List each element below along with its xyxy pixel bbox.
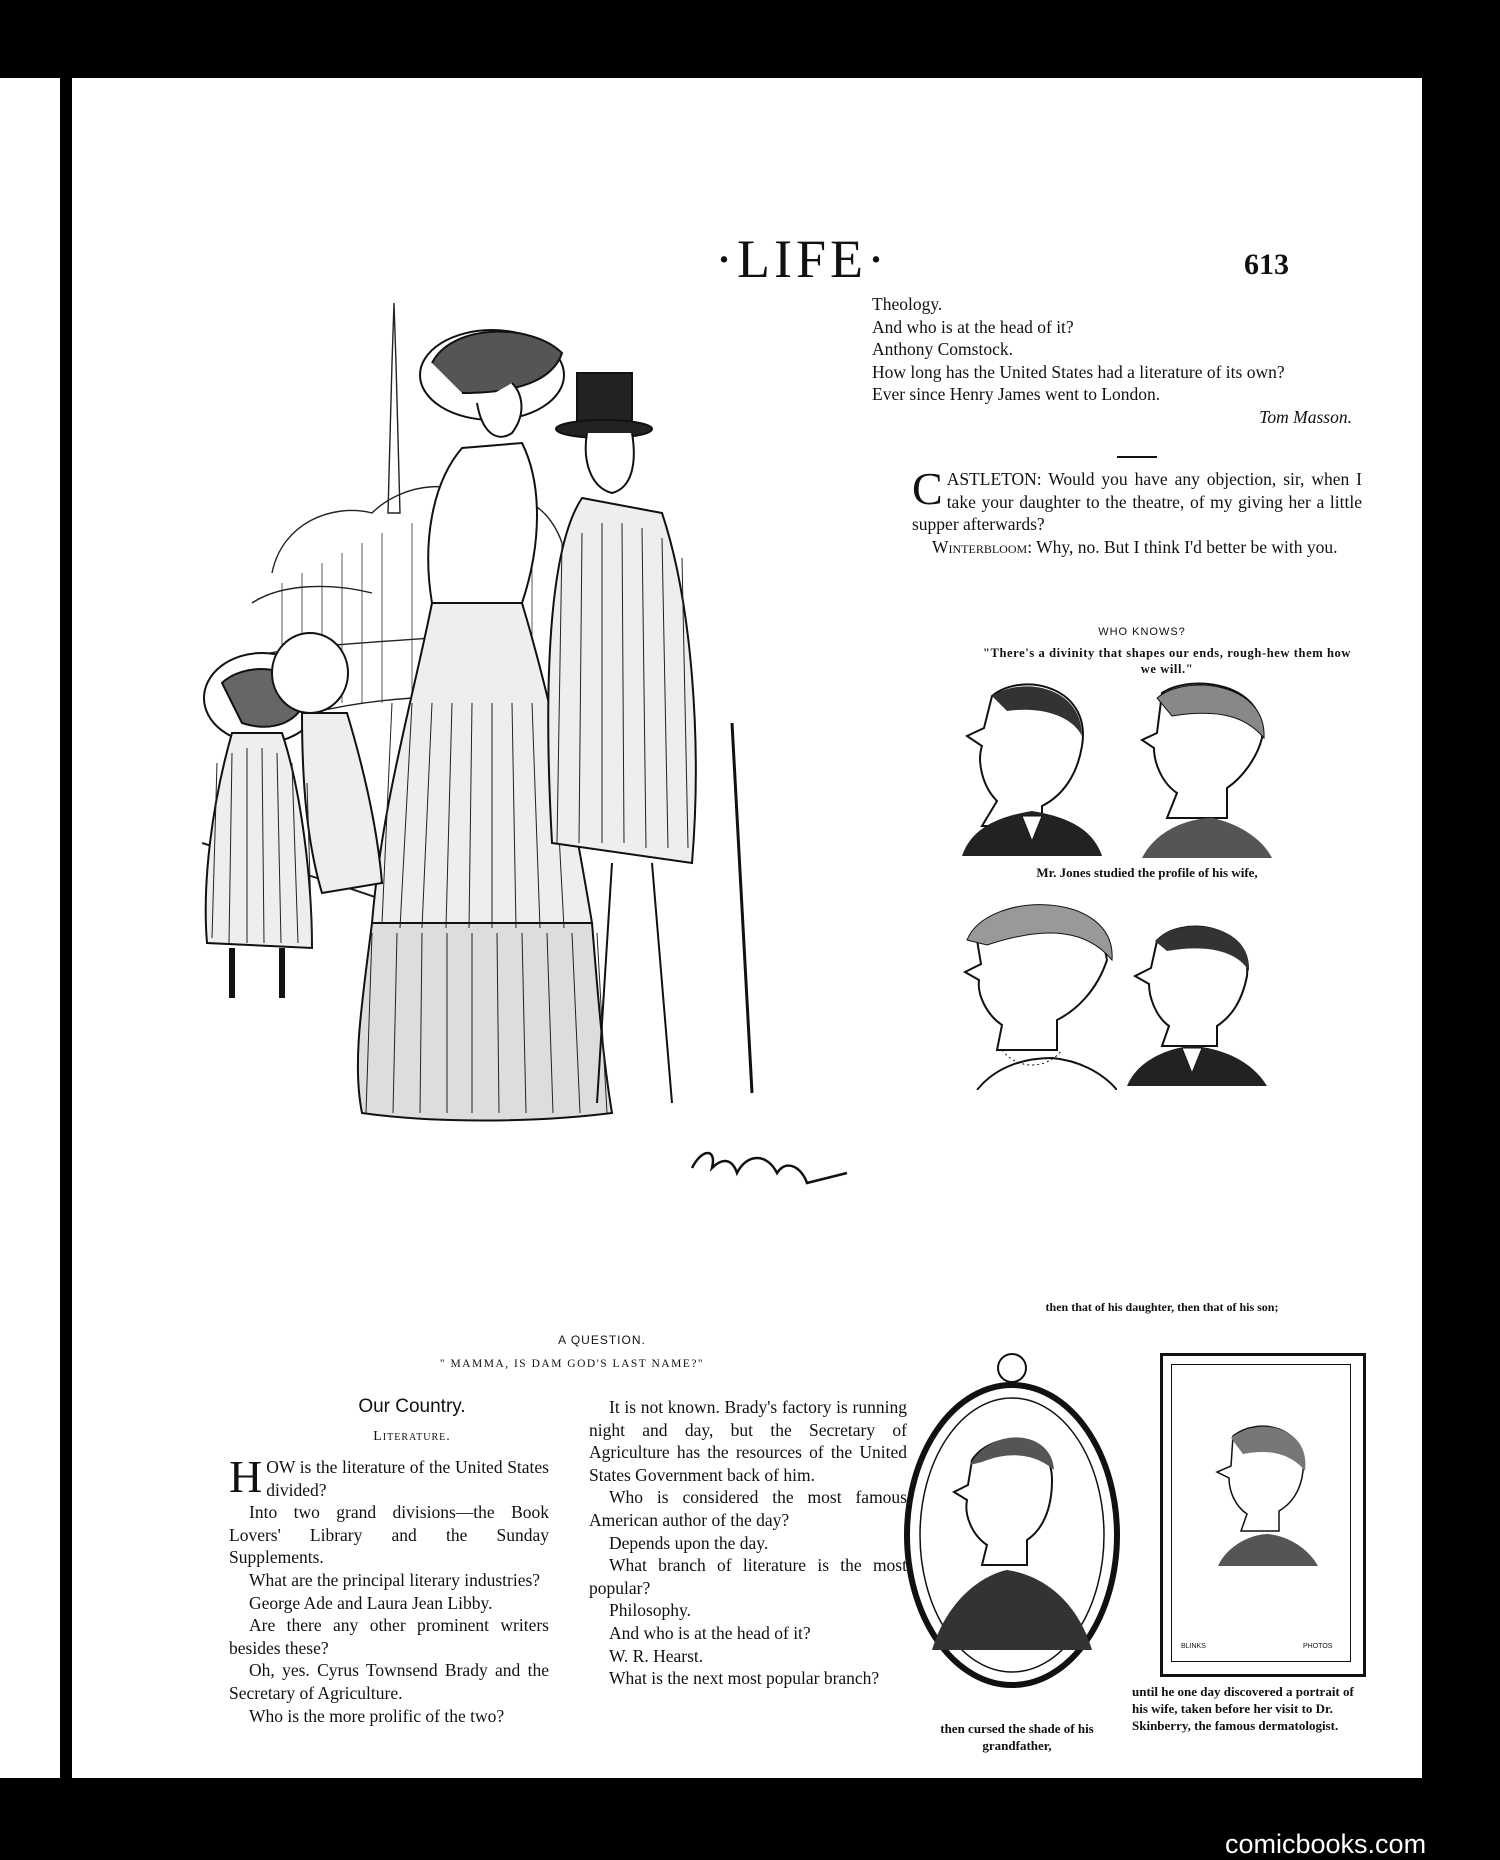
article-line: It is not known. Brady's factory is running night and day, but the Secretary of Agriculture has the resources of the United States Government back of him.	[589, 1397, 907, 1485]
castleton-line: : Would you have any objection, sir, when I take your daughter to the theatre, of my giving her a little supper afterwards?	[912, 469, 1362, 535]
article-line: What are the principal literary industries?	[249, 1569, 541, 1590]
article-line: Are there any other prominent writers besides these?	[229, 1615, 549, 1658]
portrait-frame	[1160, 1353, 1366, 1677]
article-line: What is the next most popular branch?	[609, 1668, 880, 1689]
castleton-text	[912, 463, 1362, 558]
magazine-page	[72, 78, 1422, 1778]
article-line: W. R. Hearst.	[609, 1645, 704, 1666]
article-line: Who is the more prolific of the two?	[249, 1705, 505, 1726]
text-line: Theology.	[872, 294, 943, 314]
text-line: How long has the United States had a literature of its own?	[872, 361, 1285, 382]
caption-3: then cursed the shade of his grandfather,	[940, 1721, 1094, 1753]
who-knows-title: WHO KNOWS?	[1098, 626, 1186, 638]
who-knows-quote: "There's a divinity that shapes our ends, rough-hew them how we will."	[983, 646, 1351, 676]
left-page-edge	[0, 78, 60, 1778]
watermark-credit[interactable]: comicbooks.com	[1225, 1829, 1427, 1859]
winterbloom-line: : Why, no. But I think I'd better be with you.	[1027, 536, 1338, 557]
article-line: What branch of literature is the most popular?	[589, 1555, 907, 1598]
profile-wife	[1132, 678, 1272, 858]
profile-daughter	[957, 900, 1117, 1090]
article-line: George Ade and Laura Jean Libby.	[249, 1592, 493, 1613]
article-line: Into two grand divisions—the Book Lovers' Library and the Sunday Supplements.	[229, 1502, 549, 1568]
article-column-2	[589, 1396, 907, 1690]
speaker-name: Winterbloom	[932, 536, 1028, 557]
article-line: Depends upon the day.	[609, 1532, 769, 1553]
article-line: And who is at the head of it?	[609, 1622, 811, 1643]
cartoon-illustration	[132, 283, 932, 1258]
text-line: Anthony Comstock.	[872, 339, 1013, 360]
article-subtitle: Literature.	[373, 1429, 451, 1444]
text-line: Ever since Henry James went to London.	[872, 384, 1161, 405]
portrait-wife	[1203, 1416, 1323, 1566]
grandfather-portrait	[902, 1350, 1122, 1695]
article-column-1	[229, 1451, 549, 1727]
speaker-name: ASTLETON	[946, 469, 1037, 489]
drop-cap: C	[912, 463, 943, 514]
article-line: Who is considered the most famous American author of the day?	[589, 1487, 907, 1530]
caption-4: until he one day discovered a portrait of his wife, taken before her visit to Dr. Skinberry, the famous dermatologist.	[1132, 1684, 1354, 1733]
caption-1: Mr. Jones studied the profile of his wife,	[1036, 865, 1258, 880]
drop-cap: H	[229, 1451, 263, 1502]
article-line: OW is the literature of the United States divided?	[266, 1457, 549, 1500]
cartoon-caption-quote: " MAMMA, IS DAM GOD'S LAST NAME?"	[439, 1358, 705, 1370]
article-line: Philosophy.	[609, 1600, 692, 1621]
caption-2: then that of his daughter, then that of his son;	[1045, 1300, 1279, 1314]
frame-label-right: PHOTOS	[1303, 1643, 1333, 1650]
article-line: Oh, yes. Cyrus Townsend Brady and the Secretary of Agriculture.	[229, 1660, 549, 1703]
page-number: 613	[1244, 248, 1289, 281]
top-right-text	[872, 293, 1362, 429]
divider	[1117, 456, 1157, 458]
profile-son	[1127, 916, 1267, 1086]
signature: Tom Masson.	[1259, 406, 1352, 427]
profile-mr-jones	[962, 676, 1102, 856]
article-title: Our Country.	[358, 1396, 466, 1417]
frame-label-left: BLINKS	[1181, 1643, 1206, 1650]
text-line: And who is at the head of it?	[872, 316, 1074, 337]
page-title: ·LIFE·	[715, 229, 889, 289]
cartoon-caption-title: A QUESTION.	[558, 1333, 646, 1347]
